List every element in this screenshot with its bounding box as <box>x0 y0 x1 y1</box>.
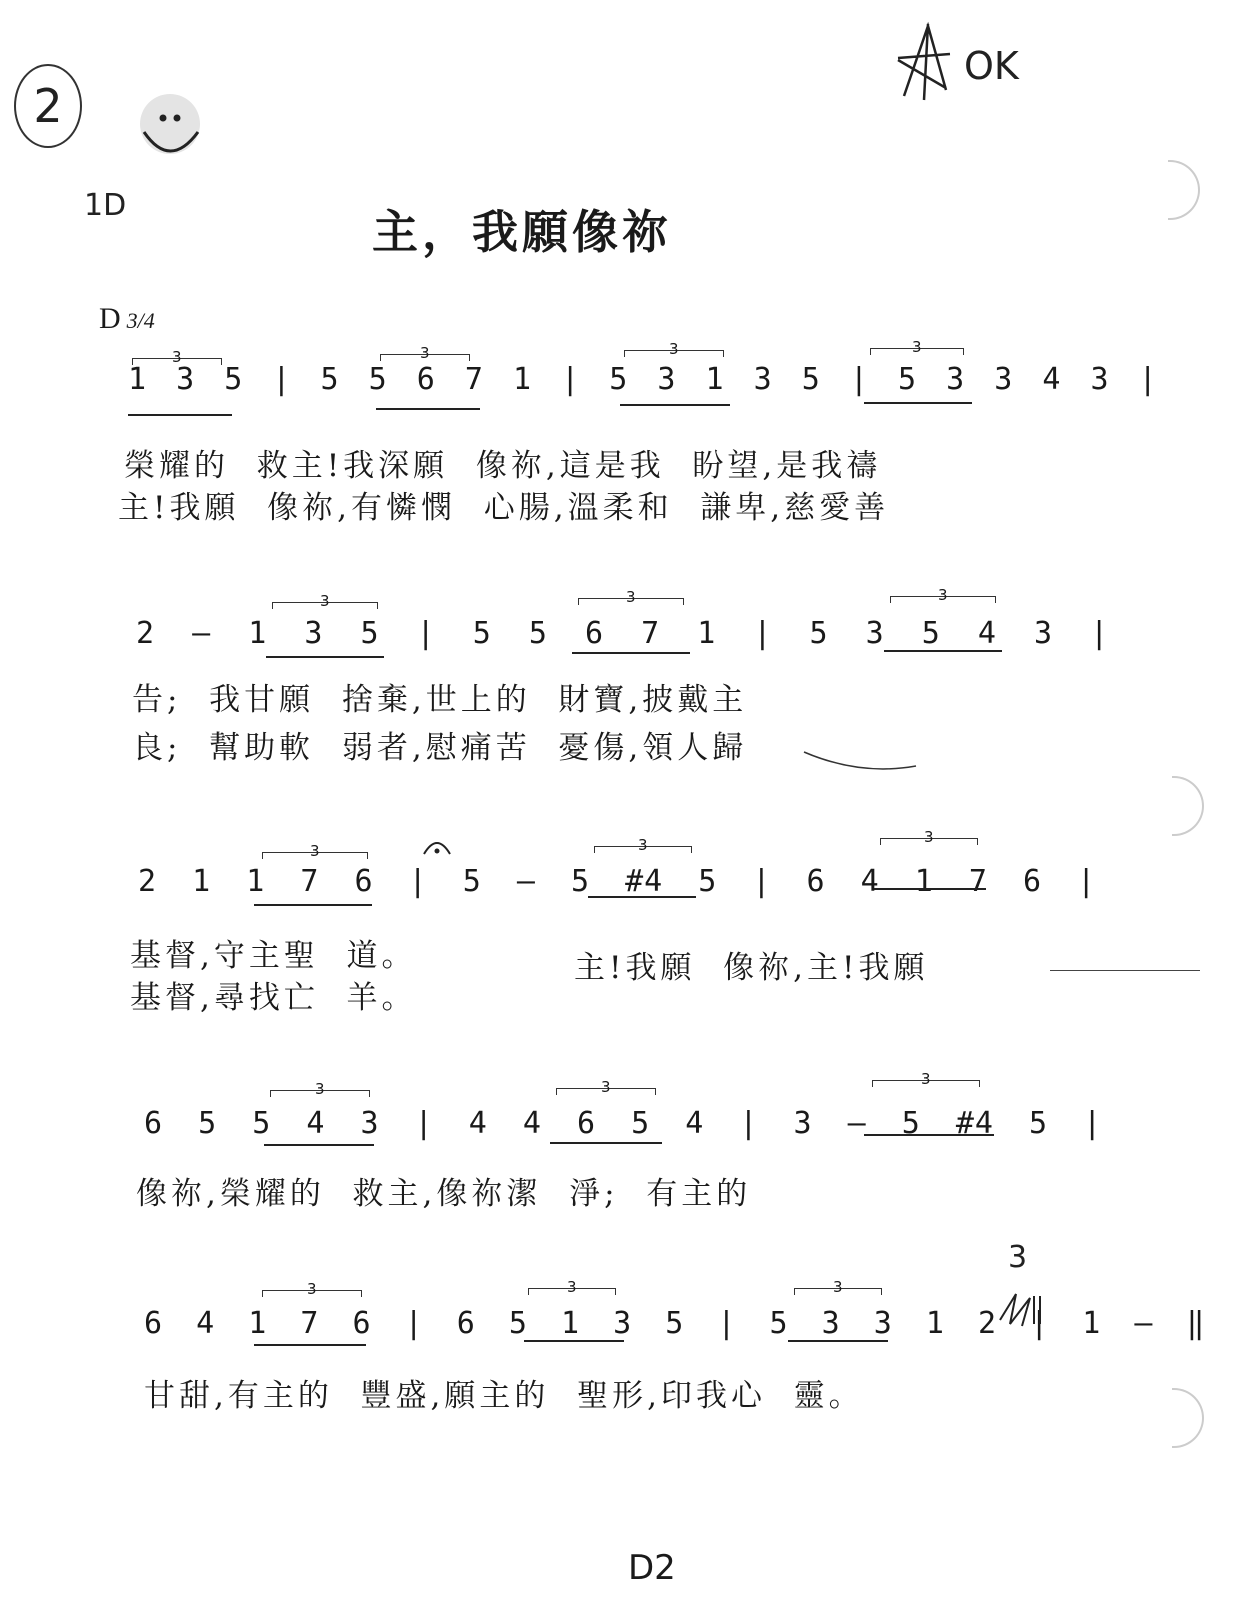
lyric-line-3a: 基督,守主聖 道。 <box>130 938 417 974</box>
beam <box>254 904 372 906</box>
fermata-icon <box>422 836 452 860</box>
beam <box>264 1144 374 1146</box>
triplet-number: 3 <box>626 588 636 606</box>
notation-line-3: 2 1 1 7 6 | 5 — 5 #4 5 | 6 4 1 7 6 | <box>138 864 1097 899</box>
beam <box>620 404 730 406</box>
notation-line-5: 6 4 1 7 6 | 6 5 1 3 5 | 5 3 3 1 2 | 1 — ‖ <box>144 1306 1206 1341</box>
beam <box>864 402 972 404</box>
slur-mark <box>800 748 920 782</box>
beam <box>524 1340 624 1342</box>
triplet-number: 3 <box>310 842 320 860</box>
triplet-number: 3 <box>307 1280 317 1298</box>
beam <box>550 1142 662 1144</box>
time-signature: 3/4 <box>126 308 155 333</box>
end-mark: 3 <box>1008 1240 1028 1275</box>
margin-hole-mark <box>1168 160 1200 220</box>
page-number: D2 <box>628 1548 676 1588</box>
id-mark: 1D <box>84 188 127 223</box>
smiley-face-icon <box>136 88 208 172</box>
lyric-line-3-right: 主!我願 像祢,主!我願 <box>574 950 929 986</box>
lyric-line-5: 甘甜,有主的 豐盛,願主的 聖形,印我心 靈。 <box>144 1378 864 1414</box>
key-signature <box>84 268 155 336</box>
notation-line-1: 1 3 5 | 5 5 6 7 1 | 5 3 1 3 5 | 5 3 3 4 3 | <box>128 362 1158 397</box>
star-icon <box>894 20 954 108</box>
triplet-number: 3 <box>567 1278 577 1296</box>
beam <box>788 1340 888 1342</box>
triplet-number: 3 <box>921 1070 931 1088</box>
ok-mark: OK <box>964 44 1019 88</box>
triplet-number: 3 <box>938 586 948 604</box>
triplet-number: 3 <box>172 348 182 366</box>
triplet-number: 3 <box>420 344 430 362</box>
triplet-number: 3 <box>833 1278 843 1296</box>
triplet-number: 3 <box>912 338 922 356</box>
lyric-line-1b: 主!我願 像祢,有憐憫 心腸,溫柔和 謙卑,慈愛善 <box>118 490 890 526</box>
beam <box>874 888 986 890</box>
lyric-line-2b: 良; 幫助軟 弱者,慰痛苦 憂傷,領人歸 <box>132 730 748 766</box>
triplet-number: 3 <box>315 1080 325 1098</box>
song-title: 主，我願像祢 <box>372 205 672 259</box>
margin-hole-mark <box>1172 1388 1204 1448</box>
lyric-line-1a: 榮耀的 救主!我深願 像祢,這是我 盼望,是我禱 <box>124 448 882 484</box>
beam <box>588 896 696 898</box>
beam <box>128 414 232 416</box>
beam <box>254 1344 366 1346</box>
lyric-line-3b: 基督,尋找亡 羊。 <box>130 980 417 1016</box>
notation-line-2: 2 — 1 3 5 | 5 5 6 7 1 | 5 3 5 4 3 | <box>136 616 1110 651</box>
beam <box>572 652 690 654</box>
circled-number: 2 <box>14 64 82 148</box>
triplet-number: 3 <box>320 592 330 610</box>
scribble-mark <box>996 1290 1046 1334</box>
beam <box>376 408 480 410</box>
beam <box>884 650 1002 652</box>
triplet-number: 3 <box>638 836 648 854</box>
beam <box>864 1134 994 1136</box>
key-label: D <box>99 302 121 335</box>
beam <box>266 656 384 658</box>
margin-hole-mark <box>1172 776 1204 836</box>
lyric-line-4: 像祢,榮耀的 救主,像祢潔 淨; 有主的 <box>136 1176 752 1212</box>
notation-line-4: 6 5 5 4 3 | 4 4 6 5 4 | 3 — 5 #4 5 | <box>144 1106 1103 1141</box>
triplet-number: 3 <box>924 828 934 846</box>
triplet-number: 3 <box>601 1078 611 1096</box>
margin-line <box>1050 970 1200 971</box>
lyric-line-2a: 告; 我甘願 捨棄,世上的 財寶,披戴主 <box>132 682 748 718</box>
triplet-number: 3 <box>669 340 679 358</box>
